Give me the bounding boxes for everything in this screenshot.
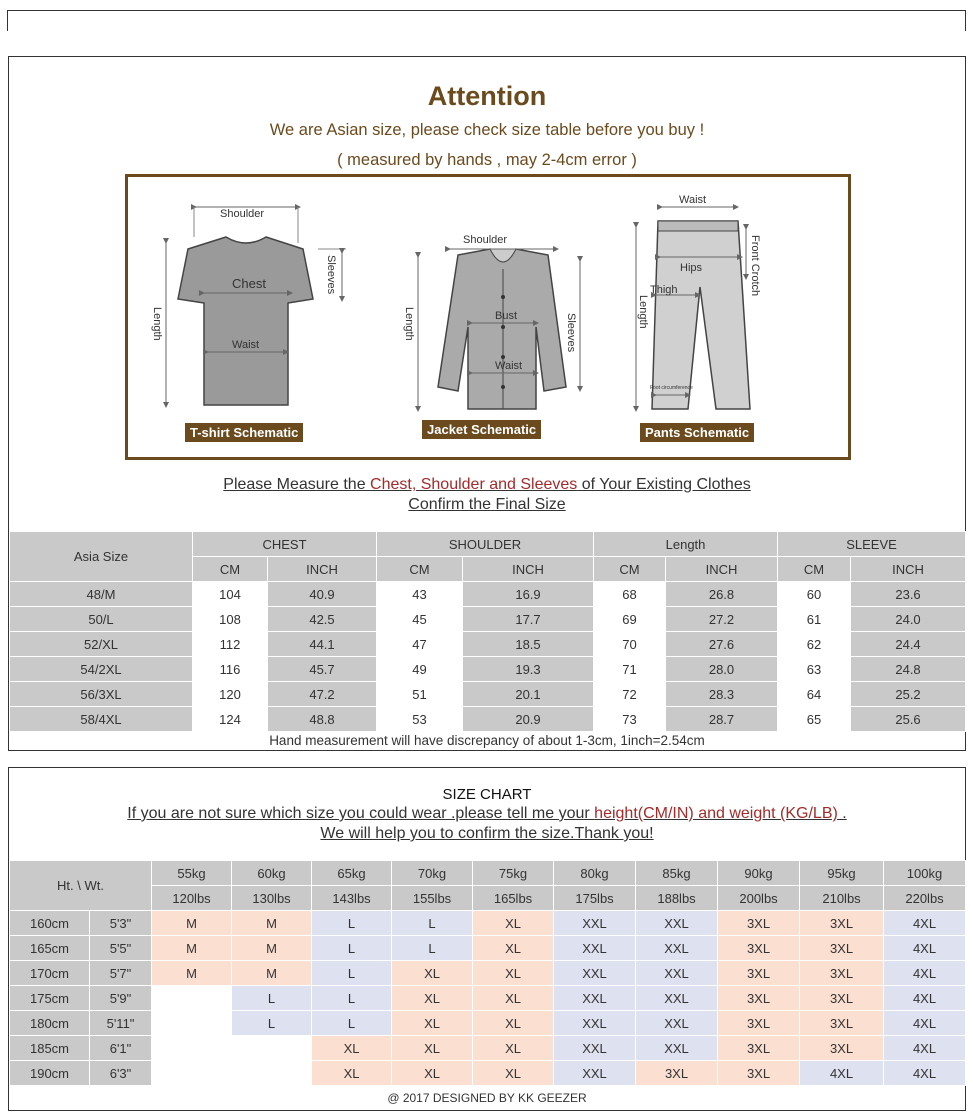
size-value: 116 bbox=[193, 657, 268, 682]
size-cell: XL bbox=[473, 961, 554, 986]
size-cell: XL bbox=[392, 1011, 473, 1036]
jacket-schematic-label: Jacket Schematic bbox=[422, 420, 541, 439]
size-cell: XXL bbox=[554, 1061, 636, 1086]
size-chart-panel bbox=[8, 767, 966, 1111]
size-chart-title: SIZE CHART bbox=[442, 786, 532, 803]
table-row bbox=[10, 632, 966, 657]
jacket-waist-label: Waist bbox=[495, 360, 523, 372]
jacket-bust-label: Bust bbox=[495, 310, 518, 322]
size-value: 27.6 bbox=[666, 632, 778, 657]
size-cell: 3XL bbox=[718, 961, 800, 986]
size-cell: 3XL bbox=[718, 1011, 800, 1036]
size-cell: XXL bbox=[636, 1011, 718, 1036]
size-value: 48.8 bbox=[268, 707, 377, 732]
size-cell: M bbox=[152, 936, 232, 961]
weight-kg: 70kg bbox=[392, 861, 473, 886]
size-value: 45 bbox=[377, 607, 463, 632]
size-cell: 3XL bbox=[636, 1061, 718, 1086]
weight-lbs: 155lbs bbox=[392, 886, 473, 911]
size-cell: XXL bbox=[554, 961, 636, 986]
size-value: 16.9 bbox=[463, 582, 594, 607]
height-cm: 185cm bbox=[10, 1036, 90, 1061]
size-value: 44.1 bbox=[268, 632, 377, 657]
weight-lbs: 130lbs bbox=[232, 886, 312, 911]
weight-kg: 95kg bbox=[800, 861, 884, 886]
height-cm: 175cm bbox=[10, 986, 90, 1011]
height-ft: 5'9" bbox=[90, 986, 152, 1011]
pants-front-crotch-label: Front Crotch bbox=[749, 235, 761, 297]
size-cell: 4XL bbox=[800, 1061, 884, 1086]
size-label: 48/M bbox=[10, 582, 193, 607]
weight-kg: 60kg bbox=[232, 861, 312, 886]
size-value: 28.3 bbox=[666, 682, 778, 707]
weight-lbs: 143lbs bbox=[312, 886, 392, 911]
tshirt-drawing bbox=[151, 207, 346, 405]
table-row bbox=[10, 1061, 966, 1086]
size-value: 19.3 bbox=[463, 657, 594, 682]
unit-header: INCH bbox=[463, 557, 594, 582]
table-row bbox=[10, 707, 966, 732]
measure-text-1: Please Measure the bbox=[223, 476, 371, 493]
size-value: 47.2 bbox=[268, 682, 377, 707]
measure-highlight: Chest, Shoulder and Sleeves bbox=[370, 476, 578, 493]
size-value: 65 bbox=[778, 707, 851, 732]
size-value: 23.6 bbox=[851, 582, 966, 607]
weight-kg: 65kg bbox=[312, 861, 392, 886]
size-cell: XXL bbox=[554, 936, 636, 961]
size-cell: XXL bbox=[554, 986, 636, 1011]
weight-lbs: 120lbs bbox=[152, 886, 232, 911]
size-value: 28.7 bbox=[666, 707, 778, 732]
attention-title: Attention bbox=[427, 81, 547, 111]
table-row bbox=[10, 961, 966, 986]
height-cm: 165cm bbox=[10, 936, 90, 961]
group-header: Length bbox=[594, 532, 778, 557]
size-cell: XL bbox=[473, 911, 554, 936]
size-cell: 3XL bbox=[800, 986, 884, 1011]
pants-waist-label: Waist bbox=[679, 194, 707, 206]
tshirt-sleeves-label: Sleeves bbox=[325, 255, 337, 295]
request-text-2: . bbox=[837, 805, 847, 822]
height-ft: 5'7" bbox=[90, 961, 152, 986]
size-cell: 3XL bbox=[718, 1036, 800, 1061]
size-table bbox=[9, 531, 966, 732]
size-value: 73 bbox=[594, 707, 666, 732]
size-cell: 4XL bbox=[884, 1011, 966, 1036]
weight-kg: 90kg bbox=[718, 861, 800, 886]
height-ft: 5'11" bbox=[90, 1011, 152, 1036]
height-cm: 160cm bbox=[10, 911, 90, 936]
size-cell: L bbox=[312, 961, 392, 986]
size-value: 72 bbox=[594, 682, 666, 707]
attention-line2: ( measured by hands , may 2-4cm error ) bbox=[337, 151, 637, 169]
weight-kg: 75kg bbox=[473, 861, 554, 886]
size-cell: XL bbox=[312, 1061, 392, 1086]
designer-footer: @ 2017 DESIGNED BY KK GEEZER bbox=[387, 1091, 587, 1105]
size-cell: 3XL bbox=[718, 936, 800, 961]
size-value: 43 bbox=[377, 582, 463, 607]
table-row bbox=[10, 1036, 966, 1061]
size-value: 124 bbox=[193, 707, 268, 732]
size-cell: L bbox=[392, 936, 473, 961]
asia-size-header: Asia Size bbox=[10, 532, 193, 582]
size-cell: 4XL bbox=[884, 986, 966, 1011]
size-cell: XL bbox=[392, 1061, 473, 1086]
tshirt-shoulder-label: Shoulder bbox=[220, 208, 265, 220]
weight-lbs: 175lbs bbox=[554, 886, 636, 911]
table-row bbox=[10, 936, 966, 961]
size-cell bbox=[232, 1061, 312, 1086]
size-cell: L bbox=[232, 986, 312, 1011]
size-cell bbox=[152, 1036, 232, 1061]
size-label: 56/3XL bbox=[10, 682, 193, 707]
size-cell: L bbox=[312, 911, 392, 936]
pants-schematic-label: Pants Schematic bbox=[640, 423, 754, 442]
unit-header: INCH bbox=[851, 557, 966, 582]
size-value: 53 bbox=[377, 707, 463, 732]
unit-header: CM bbox=[193, 557, 268, 582]
weight-lbs: 200lbs bbox=[718, 886, 800, 911]
size-cell: XXL bbox=[636, 986, 718, 1011]
size-value: 71 bbox=[594, 657, 666, 682]
size-cell: XL bbox=[392, 986, 473, 1011]
size-cell: XL bbox=[392, 1036, 473, 1061]
height-cm: 170cm bbox=[10, 961, 90, 986]
size-cell: L bbox=[392, 911, 473, 936]
size-value: 68 bbox=[594, 582, 666, 607]
size-cell: 4XL bbox=[884, 961, 966, 986]
size-label: 58/4XL bbox=[10, 707, 193, 732]
height-cm: 180cm bbox=[10, 1011, 90, 1036]
measure-text-2: of Your Existing Clothes bbox=[577, 476, 751, 493]
size-label: 54/2XL bbox=[10, 657, 193, 682]
size-cell: 3XL bbox=[800, 936, 884, 961]
height-weight-table bbox=[9, 860, 966, 1086]
size-value: 63 bbox=[778, 657, 851, 682]
table-row bbox=[10, 911, 966, 936]
size-cell: XXL bbox=[636, 911, 718, 936]
size-cell: XXL bbox=[554, 1036, 636, 1061]
size-cell: M bbox=[232, 911, 312, 936]
pants-drawing bbox=[636, 194, 761, 409]
top-frame bbox=[7, 10, 966, 31]
size-cell: L bbox=[312, 1011, 392, 1036]
size-cell: XXL bbox=[636, 936, 718, 961]
size-cell bbox=[152, 1011, 232, 1036]
size-value: 62 bbox=[778, 632, 851, 657]
size-cell: M bbox=[232, 936, 312, 961]
size-value: 25.2 bbox=[851, 682, 966, 707]
size-table-group-header bbox=[10, 532, 966, 557]
size-cell: XL bbox=[473, 986, 554, 1011]
size-chart-thanks: We will help you to confirm the size.Thank you! bbox=[320, 825, 654, 842]
tshirt-schematic-label: T-shirt Schematic bbox=[185, 423, 303, 442]
size-cell: XXL bbox=[636, 1036, 718, 1061]
pants-thigh-label: Thigh bbox=[650, 284, 678, 296]
table-row bbox=[10, 1011, 966, 1036]
size-cell: XXL bbox=[554, 1011, 636, 1036]
size-cell: 3XL bbox=[800, 961, 884, 986]
size-cell: M bbox=[232, 961, 312, 986]
group-header: SHOULDER bbox=[377, 532, 594, 557]
size-cell: 3XL bbox=[800, 1011, 884, 1036]
size-value: 27.2 bbox=[666, 607, 778, 632]
height-ft: 5'5" bbox=[90, 936, 152, 961]
table-row bbox=[10, 986, 966, 1011]
height-ft: 6'1" bbox=[90, 1036, 152, 1061]
size-value: 28.0 bbox=[666, 657, 778, 682]
size-cell: 4XL bbox=[884, 1061, 966, 1086]
size-cell: XL bbox=[473, 1036, 554, 1061]
size-value: 45.7 bbox=[268, 657, 377, 682]
size-value: 20.1 bbox=[463, 682, 594, 707]
size-value: 25.6 bbox=[851, 707, 966, 732]
size-cell: XL bbox=[312, 1036, 392, 1061]
ht-wt-corner: Ht. \ Wt. bbox=[10, 861, 152, 911]
unit-header: CM bbox=[778, 557, 851, 582]
weight-lbs-header bbox=[10, 886, 966, 911]
weight-kg-header bbox=[10, 861, 966, 886]
size-cell: 4XL bbox=[884, 936, 966, 961]
group-header: SLEEVE bbox=[778, 532, 966, 557]
weight-lbs: 188lbs bbox=[636, 886, 718, 911]
pants-foot-label: Foot circumference bbox=[650, 385, 693, 391]
size-cell: L bbox=[312, 986, 392, 1011]
weight-kg: 85kg bbox=[636, 861, 718, 886]
size-cell: L bbox=[312, 936, 392, 961]
group-header: CHEST bbox=[193, 532, 377, 557]
size-guide-panel bbox=[8, 56, 966, 751]
size-value: 108 bbox=[193, 607, 268, 632]
size-value: 120 bbox=[193, 682, 268, 707]
size-value: 24.4 bbox=[851, 632, 966, 657]
size-cell: M bbox=[152, 961, 232, 986]
size-value: 40.9 bbox=[268, 582, 377, 607]
size-value: 42.5 bbox=[268, 607, 377, 632]
size-cell: 3XL bbox=[718, 1061, 800, 1086]
attention-line1: We are Asian size, please check size table before you buy ! bbox=[269, 121, 705, 139]
request-text-1: If you are not sure which size you could wear .please tell me your bbox=[127, 805, 595, 822]
unit-header: INCH bbox=[268, 557, 377, 582]
size-cell: 4XL bbox=[884, 911, 966, 936]
size-cell: XXL bbox=[554, 911, 636, 936]
size-label: 50/L bbox=[10, 607, 193, 632]
tshirt-waist-label: Waist bbox=[232, 339, 260, 351]
size-value: 61 bbox=[778, 607, 851, 632]
weight-kg: 55kg bbox=[152, 861, 232, 886]
jacket-length-label: Length bbox=[403, 307, 415, 341]
size-cell: XL bbox=[473, 1061, 554, 1086]
tshirt-chest-label: Chest bbox=[232, 276, 266, 291]
weight-lbs: 210lbs bbox=[800, 886, 884, 911]
size-cell: XL bbox=[392, 961, 473, 986]
size-value: 112 bbox=[193, 632, 268, 657]
size-cell bbox=[232, 1036, 312, 1061]
table-row bbox=[10, 657, 966, 682]
size-value: 51 bbox=[377, 682, 463, 707]
size-value: 47 bbox=[377, 632, 463, 657]
size-cell: 3XL bbox=[718, 911, 800, 936]
size-cell: L bbox=[232, 1011, 312, 1036]
weight-kg: 80kg bbox=[554, 861, 636, 886]
size-value: 70 bbox=[594, 632, 666, 657]
jacket-drawing bbox=[403, 234, 580, 409]
size-value: 20.9 bbox=[463, 707, 594, 732]
unit-header: CM bbox=[594, 557, 666, 582]
size-cell bbox=[152, 986, 232, 1011]
size-value: 64 bbox=[778, 682, 851, 707]
size-cell: XL bbox=[473, 936, 554, 961]
pants-hips-label: Hips bbox=[680, 262, 703, 274]
size-cell: XXL bbox=[636, 961, 718, 986]
pants-length-label: Length bbox=[637, 295, 649, 329]
weight-lbs: 165lbs bbox=[473, 886, 554, 911]
tshirt-length-label: Length bbox=[151, 307, 163, 341]
height-ft: 6'3" bbox=[90, 1061, 152, 1086]
size-value: 26.8 bbox=[666, 582, 778, 607]
size-value: 60 bbox=[778, 582, 851, 607]
schematic-diagram bbox=[125, 174, 851, 460]
size-cell: XL bbox=[473, 1011, 554, 1036]
jacket-shoulder-label: Shoulder bbox=[463, 234, 508, 246]
measure-confirm-line: Confirm the Final Size bbox=[408, 496, 566, 513]
measure-instruction bbox=[9, 475, 965, 515]
size-value: 18.5 bbox=[463, 632, 594, 657]
size-value: 49 bbox=[377, 657, 463, 682]
table-row bbox=[10, 607, 966, 632]
size-table-footnote: Hand measurement will have discrepancy of about 1-3cm, 1inch=2.54cm bbox=[269, 733, 705, 748]
unit-header: INCH bbox=[666, 557, 778, 582]
size-cell bbox=[152, 1061, 232, 1086]
size-cell: 4XL bbox=[884, 1036, 966, 1061]
size-cell: 3XL bbox=[800, 911, 884, 936]
size-value: 69 bbox=[594, 607, 666, 632]
jacket-sleeves-label: Sleeves bbox=[565, 313, 577, 353]
size-value: 24.8 bbox=[851, 657, 966, 682]
size-value: 17.7 bbox=[463, 607, 594, 632]
size-value: 104 bbox=[193, 582, 268, 607]
weight-kg: 100kg bbox=[884, 861, 966, 886]
size-chart-request bbox=[9, 805, 965, 823]
request-highlight: height(CM/IN) and weight (KG/LB) bbox=[594, 805, 838, 822]
size-cell: 3XL bbox=[718, 986, 800, 1011]
unit-header: CM bbox=[377, 557, 463, 582]
size-value: 24.0 bbox=[851, 607, 966, 632]
size-cell: M bbox=[152, 911, 232, 936]
weight-lbs: 220lbs bbox=[884, 886, 966, 911]
table-row bbox=[10, 582, 966, 607]
size-cell: 3XL bbox=[800, 1036, 884, 1061]
size-label: 52/XL bbox=[10, 632, 193, 657]
table-row bbox=[10, 682, 966, 707]
height-cm: 190cm bbox=[10, 1061, 90, 1086]
height-ft: 5'3" bbox=[90, 911, 152, 936]
